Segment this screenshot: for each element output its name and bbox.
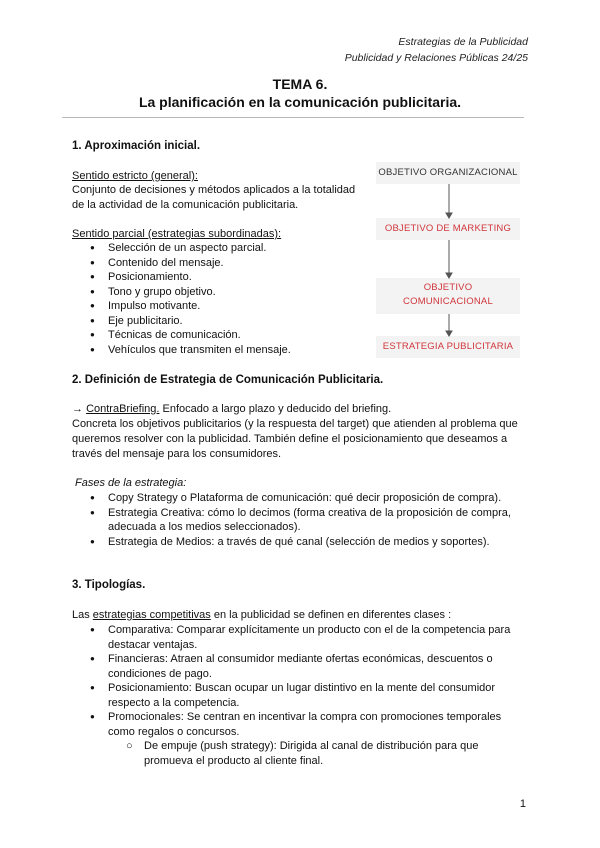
list-item: ● Copy Strategy o Plataforma de comunicación: qué decir proposición de compra). [90,491,530,506]
section-1-heading: 1. Aproximación inicial. [72,140,201,152]
title-divider [62,117,524,118]
contrabriefing-link: ContraBriefing. [86,403,160,415]
list-item: ● Estrategia de Medios: a través de qué canal (selección de medios y soportes). [90,535,530,550]
list-item: ● Vehículos que transmiten el mensaje. [90,343,360,358]
diagram-box-communication-objective: OBJETIVO COMUNICACIONAL [376,278,520,314]
competitive-strategies-link: estrategias competitivas [92,609,211,621]
section-3-heading: 3. Tipologías. [72,579,146,591]
list-item: ● Posicionamiento: Buscan ocupar un lugar distintivo en la mente del consumidor respecto a la competencia. [90,681,530,710]
header-course-program: Publicidad y Relaciones Públicas 24/25 [344,52,528,64]
hollow-bullet-icon: ○ [126,740,133,752]
sub-list-item: ○ De empuje (push strategy): Dirigida al canal de distribución para que promueva el producto al cliente final. [126,740,479,767]
diagram-arrows [444,184,454,338]
definition-text-line1: Concreta los objetivos publicitarios (y la respuesta del target) que atienden al problema que [72,418,518,430]
diagram-box-advertising-strategy: ESTRATEGIA PUBLICITARIA [376,336,520,358]
list-item: ● Comparativa: Comparar explícitamente un producto con el de la competencia para destacar ventajas. [90,623,530,652]
list-item: ● Eje publicitario. [90,314,360,329]
strict-sense-label: Sentido estricto (general): [72,170,198,182]
arrow-head-3 [446,331,452,336]
list-item: ● Técnicas de comunicación. [90,328,360,343]
list-item: ● Estrategia Creativa: cómo lo decimos (forma creativa de la proposición de compra, adecuada a los medios seleccionados). [90,506,530,535]
arrow-head-1 [446,213,452,218]
typologies-intro: Las estrategias competitivas en la publicidad se definen en diferentes clases : [72,609,452,621]
list-item: ● Impulso motivante. [90,299,360,314]
arrow-head-2 [446,273,452,278]
list-item: ● Contenido del mensaje. [90,256,360,271]
phases-list [90,491,530,549]
partial-sense-list [90,241,360,357]
diagram-box-organizational-objective: OBJETIVO ORGANIZACIONAL [376,162,520,184]
list-item: ● Posicionamiento. [90,270,360,285]
strict-sense-text-line2: de la actividad de la comunicación publicitaria. [72,199,299,211]
definition-text-line3: través del mensaje para los consumidores. [72,448,282,460]
header-course-name: Estrategias de la Publicidad [398,36,528,48]
diagram-box-marketing-objective: OBJETIVO DE MARKETING [376,218,520,240]
contrabriefing-line: → ContraBriefing. Enfocado a largo plazo y deducido del briefing. [72,403,392,415]
page-number: 1 [519,798,526,810]
strict-sense-text-line1: Conjunto de decisiones y métodos aplicados a la totalidad [72,184,356,196]
phases-label: Fases de la estrategia: [75,477,187,489]
list-item: ● Promocionales: Se centran en incentivar la compra con promociones temporales como regalos o concursos. [90,710,530,739]
typologies-list [90,623,530,739]
page-subtitle: La planificación en la comunicación publicitaria. [138,94,462,110]
list-item: ● Selección de un aspecto parcial. [90,241,360,256]
list-item: ● Financieras: Atraen al consumidor mediante ofertas económicas, descuentos o condiciones de pago. [90,652,530,681]
list-item: ● Tono y grupo objetivo. [90,285,360,300]
definition-text-line2: queremos resolver con la publicidad. También define el posicionamiento que deseamos a [72,433,508,445]
page-title: TEMA 6. [272,76,328,92]
partial-sense-label: Sentido parcial (estrategias subordinadas): [72,228,282,240]
section-2-heading: 2. Definición de Estrategia de Comunicación Publicitaria. [72,374,384,386]
